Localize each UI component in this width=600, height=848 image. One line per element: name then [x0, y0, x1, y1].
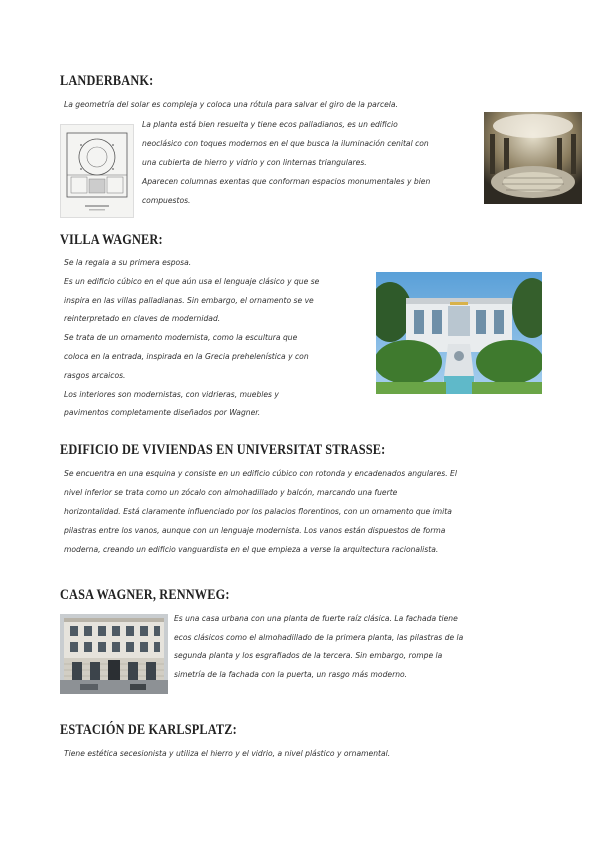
text-line: Aparecen columnas exentas que conforman espacios monumentales y bien	[142, 177, 431, 186]
text-line: una cubierta de hierro y vidrio y con linternas triangulares.	[142, 158, 367, 167]
text-line: coloca en la entrada, inspirada en la Grecia prehelenística y con	[64, 352, 309, 361]
text-line: Es un edificio cúbico en el que aún usa el lenguaje clásico y que se	[64, 277, 320, 286]
text-line: Se trata de un ornamento modernista, como la escultura que	[64, 333, 298, 342]
text-line: simetría de la fachada con la puerta, un rasgo más moderno.	[174, 670, 408, 679]
casa-wagner-photo	[60, 614, 168, 694]
text-line: ecos clásicos como el almohadillado de la primera planta, las pilastras de la	[174, 633, 464, 642]
text-line: Se encuentra en una esquina y consiste en un edificio cúbico con rotonda y encadenados angulares. El	[64, 469, 457, 478]
text-line: La geometría del solar es compleja y coloca una rótula para salvar el giro de la parcela.	[64, 100, 398, 109]
landerbank-interior-photo	[484, 112, 582, 204]
text-line: segunda planta y los esgrafiados de la tercera. Sin embargo, rompe la	[174, 651, 443, 660]
text-line: rasgos arcaicos.	[64, 371, 126, 380]
villa-wagner-photo	[376, 272, 542, 394]
text-line: moderna, creando un edificio vanguardista en el que empieza a verse la arquitectura racionalista.	[64, 545, 439, 554]
text-line: Se la regala a su primera esposa.	[64, 258, 192, 267]
text-line: Los interiores son modernistas, con vidrieras, muebles y	[64, 390, 279, 399]
text-line: neoclásico con toques modernos en el que busca la iluminación cenital con	[142, 139, 429, 148]
text-line: horizontalidad. Está claramente influenciado por los palacios florentinos, con un ornamento que imita	[64, 507, 452, 516]
text-line: Tiene estética secesionista y utiliza el hierro y el vidrio, a nivel plástico y ornamental.	[64, 749, 391, 758]
heading-villa-wagner: VILLA WAGNER:	[60, 232, 163, 248]
text-line: Es una casa urbana con una planta de fuerte raíz clásica. La fachada tiene	[174, 614, 458, 623]
landerbank-floor-plan-image	[60, 124, 134, 218]
heading-casa-wagner: CASA WAGNER, RENNWEG:	[60, 587, 230, 603]
heading-estacion-karlsplatz: ESTACIÓN DE KARLSPLATZ:	[60, 722, 237, 738]
text-line: reinterpretado en claves de modernidad.	[64, 314, 221, 323]
heading-landerbank: LANDERBANK:	[60, 73, 154, 89]
text-line: La planta está bien resuelta y tiene ecos palladianos, es un edificio	[142, 120, 398, 129]
text-line: pilastras entre los vanos, aunque con un lenguaje modernista. Los vanos están dispuestos de forma	[64, 526, 446, 535]
text-line: compuestos.	[142, 196, 191, 205]
text-line: pavimentos completamente diseñados por Wagner.	[64, 408, 261, 417]
text-line: nivel inferior se trata como un zócalo con almohadillado y balcón, marcando una fuerte	[64, 488, 398, 497]
text-line: inspira en las villas palladianas. Sin embargo, el ornamento se ve	[64, 296, 314, 305]
heading-edificio-viviendas: EDIFICIO DE VIVIENDAS EN UNIVERSITAT STRASSE:	[60, 442, 386, 458]
